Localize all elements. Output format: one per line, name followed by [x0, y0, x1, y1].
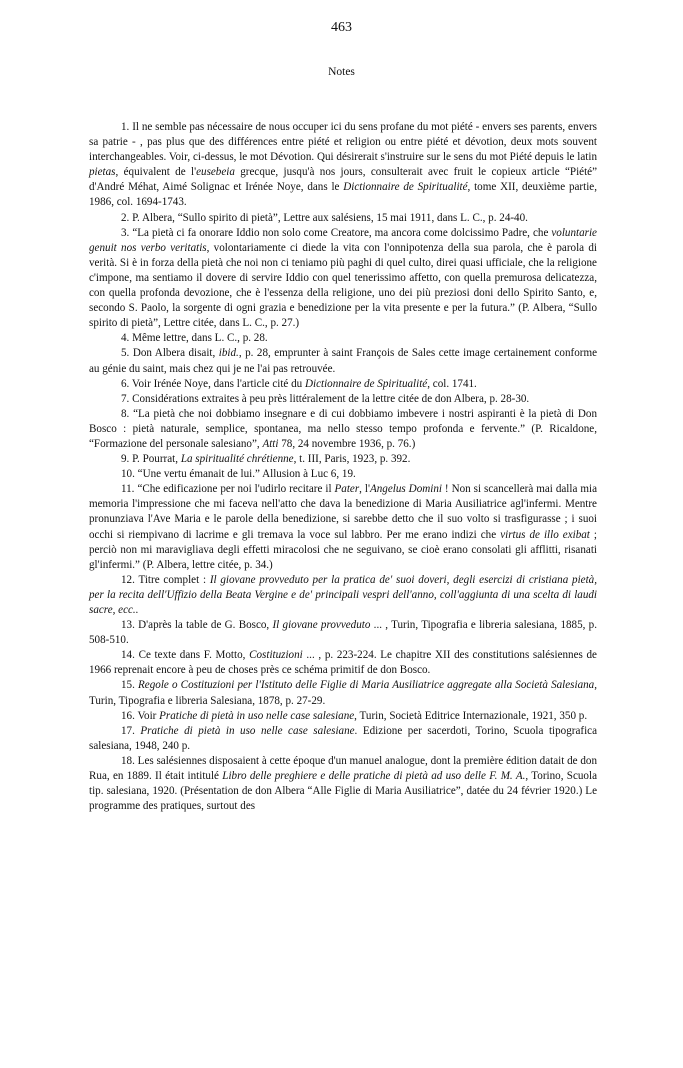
footnote-text: Considérations extraites à peu près littéralement de la lettre citée de don Albera, p. 28-30.: [132, 392, 530, 405]
footnote-text: , tome XII, deuxième partie, 1986, col. 1694-1743.: [89, 181, 597, 209]
footnote: [89, 331, 597, 346]
footnote-number: 16.: [121, 709, 135, 722]
footnote-italic-text: ibid.: [218, 347, 239, 360]
footnote-text: , équivalent de l': [115, 166, 197, 179]
footnote-text: “La pietà che noi dobbiamo insegnare e di cui dobbiamo imbevere i nostri aspiranti è la pietà di Don Bosco : pietà naturale, semplice, spontanea, ma nello stesso tempo profonda e fervente.” (P. Ricaldone, “Formazione del personale salesiano”,: [89, 407, 597, 450]
footnote: [89, 377, 597, 392]
footnote-text: P. Pourrat,: [132, 453, 181, 466]
footnote: [89, 709, 597, 724]
footnote-italic-text: Pratiche di pietà in uso nelle case salesiane: [140, 724, 355, 737]
footnote-number: 12.: [121, 573, 135, 586]
footnote-text: “La pietà ci fa onorare Iddio non solo come Creatore, ma ancora come dolcissimo Padre, che: [132, 226, 552, 239]
footnote-text: ! Non si scancellerà mai dalla mia memoria l'impressione che mi faceva nell'atto che dava la benedizione di Maria Ausiliatrice agl'infermi. Mentre pronunziava l'Ave Maria e le parole della benedizione, si sarebbe detto che il suo volto si trasfigurasse ; i suoi occhi si riempivano di lacrime e gli tremava la voce sul labbro. Per me erano indizi che: [89, 483, 597, 541]
footnote-text: ... , p. 223-224. Le chapitre XII des constitutions salésiennes de 1966 reprenait encore à peu de choses près ce schéma primitif de don Bosco.: [89, 649, 597, 677]
footnote-italic-text: Regole o Costituzioni per l'Istituto delle Figlie di Maria Ausiliatrice aggregate alla Società Salesiana: [138, 679, 595, 692]
footnote: [89, 346, 597, 376]
footnote-number: 15.: [121, 679, 135, 692]
footnote: [89, 120, 597, 211]
footnote-number: 3.: [121, 226, 130, 239]
footnote-text: Voir Irénée Noye, dans l'article cité du: [131, 377, 305, 390]
footnote: [89, 226, 597, 332]
footnote-number: 14.: [121, 649, 135, 662]
footnote-text: grecque, jusqu'à nos jours, consulterait avec fruit le copieux article “Piété” d'André Méhat, Aimé Solignac et Irénée Noye, dans le: [89, 166, 598, 194]
footnote: [89, 754, 597, 814]
footnote: [89, 724, 597, 754]
footnote-italic-text: Pratiche di pietà in uso nelle case salesiane: [159, 709, 355, 722]
footnote-text: Ce texte dans F. Motto,: [138, 649, 250, 662]
footnote-italic-text: Angelus Domini: [369, 483, 442, 496]
footnote-text: 78, 24 novembre 1936, p. 76.): [278, 437, 416, 450]
notes-list: [89, 120, 597, 814]
footnote-text: . Edizione per sacerdoti, Torino, Scuola tipografica salesiana, 1948, 240 p.: [89, 724, 597, 752]
footnote-number: 1.: [121, 121, 130, 133]
footnote-italic-text: Costituzioni: [249, 649, 303, 662]
footnote-number: 10.: [121, 468, 135, 481]
footnote: [89, 452, 597, 467]
footnote-text: ... , Turin, Tipografia e libreria salesiana, 1885, p. 508-510.: [89, 619, 597, 647]
footnote-text: , volontariamente ci diede la vita con l'onnipotenza della sua parola, che è parola di verità. Si è in forza della pietà che noi non ci teniamo più paghi di quel culto, direi quasi ufficiale, che la religione c'impone, ma sentiamo il dovere di servire Iddio con quel tenerissimo affetto, con quella premurosa delicatezza, con quella profonda devozione, che è l'essenza della religione, uno dei più preziosi doni dello Spirito Santo, e, secondo S. Paolo, la sorgente di ogni grazia e benedizione per la vita presente e per la futura.” (P. Albera, “Sullo spirito di pietà”, Lettre citée, dans L. C., p. 27.): [89, 241, 597, 330]
footnote-italic-text: Il giovane provveduto per la pratica de' suoi doveri, degli esercizi di cristiana pietà, per la recita dell'Uffizio della Beata Vergine e de' principali vespri dell'anno, coll'aggiunta di una scelta di laudi sacre, ecc..: [89, 573, 598, 616]
footnote-text: Voir: [137, 709, 160, 722]
footnote-italic-text: Libro delle preghiere e delle pratiche di pietà ad uso delle F. M. A.: [222, 770, 526, 783]
section-title: Notes: [328, 66, 355, 78]
footnote: [89, 573, 597, 618]
footnote-italic-text: La spiritualité chrétienne: [180, 453, 294, 466]
footnote-number: 18.: [121, 754, 135, 767]
footnote-italic-text: virtus de illo exibat: [500, 528, 590, 541]
footnote-text: , p. 28, emprunter à saint François de Sales cette image certainement conforme au génie du saint, mais chez qui je ne l'ai pas retrouvée.: [89, 347, 598, 375]
footnote-number: 6.: [121, 377, 130, 390]
footnote-italic-text: Il giovane provveduto: [272, 619, 371, 632]
footnote-number: 8.: [121, 407, 130, 420]
footnote-text: , t. III, Paris, 1923, p. 392.: [293, 453, 411, 466]
footnote: [89, 392, 597, 407]
footnote-text: Titre complet :: [138, 573, 210, 586]
footnote-italic-text: Pater: [334, 483, 360, 496]
footnote-number: 13.: [121, 619, 135, 632]
footnote-number: 17.: [121, 724, 135, 737]
footnote-text: , Turin, Società Editrice Internazionale, 1921, 350 p.: [354, 709, 588, 722]
footnote-number: 2.: [121, 211, 130, 224]
footnote-text: Il ne semble pas nécessaire de nous occuper ici du sens profane du mot piété - envers ses parents, envers sa patrie - , pas plus que des différences entre piété et religion ou entre piété et dévotion, deux mots souvent interchangeables. Voir, ci-dessus, le mot Dévotion. Qui désirerait s'instruire sur le sens du mot Piété depuis le latin: [89, 121, 597, 164]
footnote-text: P. Albera, “Sullo spirito di pietà”, Lettre aux salésiens, 15 mai 1911, dans L. C., p. 24-40.: [132, 211, 528, 224]
footnote-text: Don Albera disait,: [132, 347, 219, 360]
footnote-text: , Turin, Tipografia e libreria Salesiana, 1878, p. 27-29.: [89, 679, 597, 707]
footnote-number: 7.: [121, 392, 130, 405]
footnote-number: 5.: [121, 347, 130, 360]
footnote-italic-text: pietas: [89, 166, 116, 179]
footnote-text: , col. 1741.: [427, 377, 477, 390]
footnote-text: , Torino, Scuola tip. salesiana, 1920. (Présentation de don Albera “Alle Figlie di Maria Ausiliatrice”, datée du 24 février 1920.) Le programme des pratiques, surtout des: [89, 770, 597, 813]
footnote: [89, 467, 597, 482]
footnote: [89, 482, 597, 573]
footnote-italic-text: eusebeia: [196, 166, 235, 179]
footnote-text: , l': [359, 483, 370, 496]
footnote: [89, 407, 597, 452]
footnote-italic-text: Atti: [262, 437, 279, 450]
footnote-text: “Che edificazione per noi l'udirlo recitare il: [137, 483, 335, 496]
footnote-text: ; perciò non mi maravigliava degli effetti miracolosi che ne seguivano, se cioè erano consolati gli afflitti, risanati gl'infermi.” (P. Albera, lettre citée, p. 34.): [89, 528, 597, 571]
footnote: [89, 618, 597, 648]
footnote-number: 11.: [121, 483, 135, 496]
footnote-italic-text: Dictionnaire de Spiritualité: [304, 377, 428, 390]
footnote-italic-text: Dictionnaire de Spiritualité: [343, 181, 468, 194]
footnote: [89, 211, 597, 226]
footnote: [89, 648, 597, 678]
footnote-text: Les salésiennes disposaient à cette époque d'un manuel analogue, dont la première édition datait de don Rua, en 1889. Il était intitulé: [89, 754, 598, 783]
page-number: 463: [331, 20, 352, 35]
footnote-italic-text: voluntarie genuit nos verbo veritatis: [89, 226, 597, 254]
footnote-number: 4.: [121, 332, 130, 345]
footnote: [89, 678, 597, 708]
footnote-text: Même lettre, dans L. C., p. 28.: [132, 332, 268, 345]
footnote-number: 9.: [121, 453, 130, 466]
footnote-text: D'après la table de G. Bosco,: [138, 619, 273, 632]
footnote-text: “Une vertu émanait de lui.” Allusion à Luc 6, 19.: [137, 468, 356, 481]
